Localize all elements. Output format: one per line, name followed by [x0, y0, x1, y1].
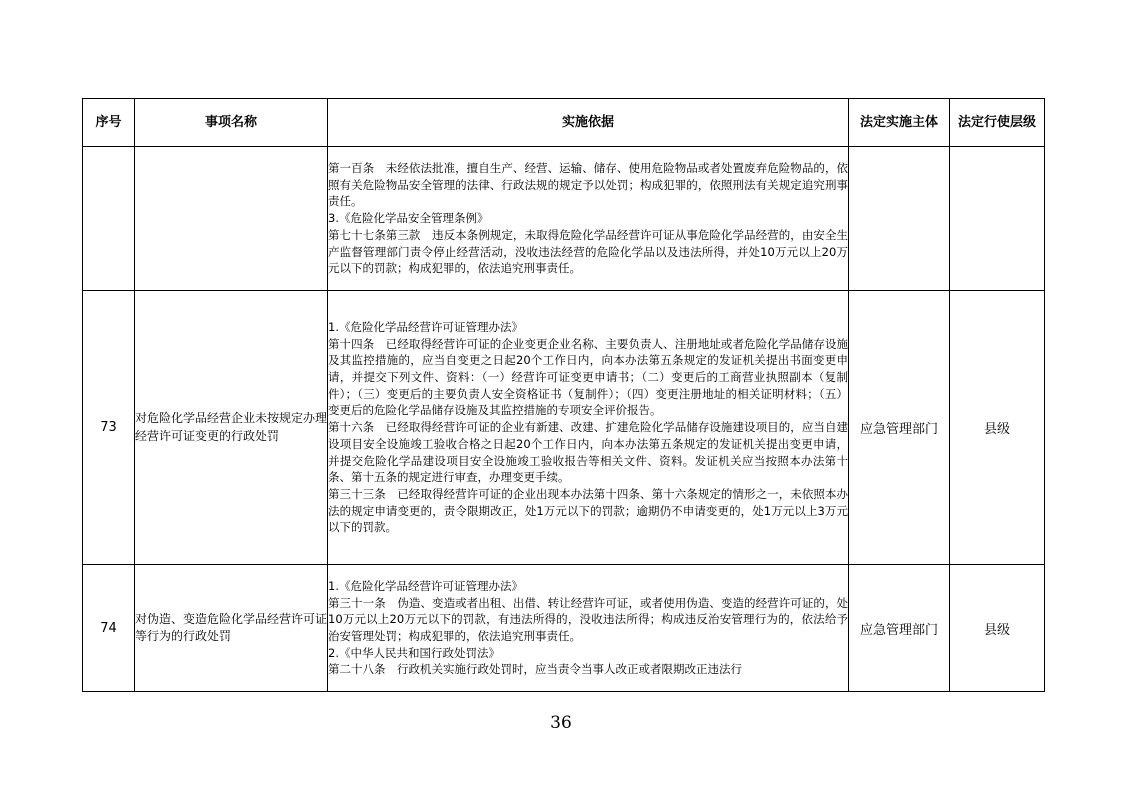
row-num [83, 147, 135, 291]
enforcement-table [82, 98, 1045, 692]
row-num: 74 [83, 565, 135, 692]
header-num: 序号 [83, 99, 135, 147]
row-subject: 应急管理部门 [849, 565, 950, 692]
basis-paragraph: 第七十七条第三款 违反本条例规定，未取得危险化学品经营许可证从事危险化学品经营的，由安全生产监督管理部门责令停止经营活动，没收违法经营的危险化学品以及违法所得，并处10万元以上20万元以下的罚款；构成犯罪的，依法追究刑事责任。 [328, 227, 848, 276]
row-num: 73 [83, 291, 135, 565]
table-header-row [83, 99, 1045, 147]
row-name: 对危险化学品经营企业未按规定办理经营许可证变更的行政处罚 [135, 291, 328, 565]
table-row [83, 291, 1045, 565]
header-subject: 法定实施主体 [849, 99, 950, 147]
table-row [83, 147, 1045, 291]
header-level: 法定行使层级 [950, 99, 1045, 147]
row-name: 对伪造、变造危险化学品经营许可证等行为的行政处罚 [135, 565, 328, 692]
basis-paragraph: 第三十三条 已经取得经营许可证的企业出现本办法第十四条、第十六条规定的情形之一，未依照本办法的规定申请变更的，责令限期改正，处1万元以下的罚款；逾期仍不申请变更的，处1万元以上3万元以下的罚款。 [328, 486, 848, 535]
row-level: 县级 [950, 291, 1045, 565]
basis-paragraph: 2.《中华人民共和国行政处罚法》 [328, 645, 500, 660]
header-name: 事项名称 [135, 99, 328, 147]
basis-paragraph: 第十六条 已经取得经营许可证的企业有新建、改建、扩建危险化学品储存设施建设项目的，应当自建设项目安全设施竣工验收合格之日起20个工作日内，向本办法第五条规定的发证机关提出变更申请，并提交危险化学品建设项目安全设施竣工验收报告等相关文件、资料。发证机关应当按照本办法第十条、第十五条的规定进行审查，办理变更手续。 [328, 420, 848, 485]
row-subject [849, 147, 950, 291]
basis-paragraph: 第二十八条 行政机关实施行政处罚时，应当责令当事人改正或者限期改正违法行 [328, 662, 742, 677]
table-row [83, 565, 1045, 692]
row-name [135, 147, 328, 291]
basis-paragraph: 3.《危险化学品安全管理条例》 [328, 211, 489, 226]
row-level: 县级 [950, 565, 1045, 692]
basis-paragraph: 第十四条 已经取得经营许可证的企业变更企业名称、主要负责人、注册地址或者危险化学品储存设施及其监控措施的，应当自变更之日起20个工作日内，向本办法第五条规定的发证机关提出书面变更申请，并提交下列文件、资料：（一）经营许可证变更申请书；（二）变更后的工商营业执照副本（复制件）；（三）变更后的主要负责人安全资格证书（复制件）；（四）变更注册地址的相关证明材料；（五）变更后的危险化学品储存设施及其监控措施的专项安全评价报告。 [328, 336, 848, 418]
basis-paragraph: 第三十一条 伪造、变造或者出租、出借、转让经营许可证，或者使用伪造、变造的经营许可证的，处10万元以上20万元以下的罚款，有违法所得的，没收违法所得；构成违反治安管理行为的，依法给予治安管理处罚；构成犯罪的，依法追究刑事责任。 [328, 595, 848, 643]
header-basis: 实施依据 [328, 99, 849, 147]
basis-paragraph: 第一百条 未经依法批准，擅自生产、经营、运输、储存、使用危险物品或者处置废弃危险物品的，依照有关危险物品安全管理的法律、行政法规的规定予以处罚；构成犯罪的，依照刑法有关规定追究刑事责任。 [328, 161, 848, 209]
basis-paragraph: 1.《危险化学品经营许可证管理办法》 [328, 319, 523, 334]
row-basis [328, 147, 849, 291]
row-subject: 应急管理部门 [849, 291, 950, 565]
basis-paragraph: 1.《危险化学品经营许可证管理办法》 [328, 578, 523, 593]
row-level [950, 147, 1045, 291]
page-number: 36 [550, 713, 572, 733]
row-basis [328, 291, 849, 565]
row-basis [328, 565, 849, 692]
